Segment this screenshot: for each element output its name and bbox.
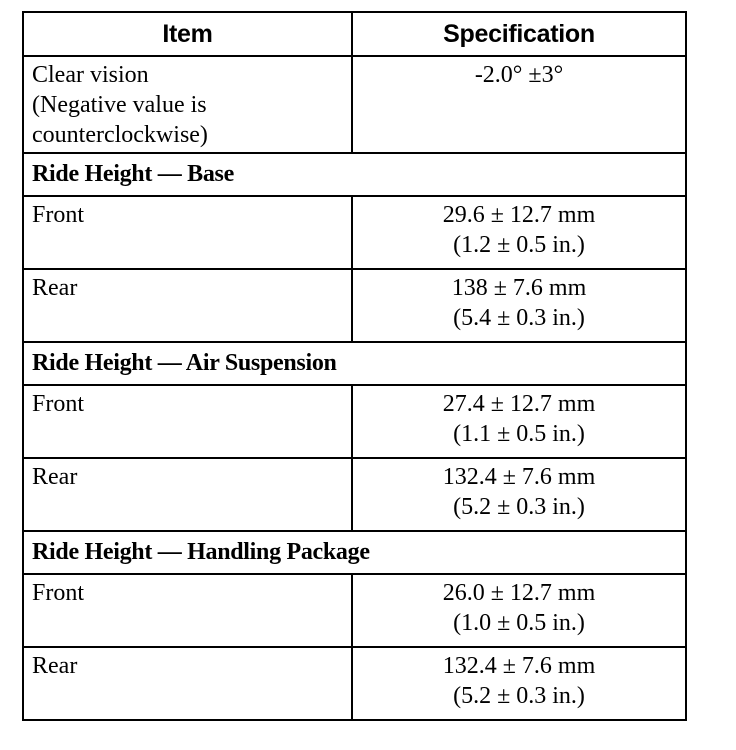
spec-value-in: (5.4 ± 0.3 in.) bbox=[453, 305, 585, 331]
section-row-air-suspension bbox=[23, 342, 686, 385]
table-row bbox=[23, 458, 686, 531]
item-cell bbox=[23, 56, 352, 153]
spec-cell bbox=[352, 269, 686, 342]
spec-value-mm: 138 ± 7.6 mm bbox=[451, 275, 587, 301]
section-title: Ride Height — Handling Package bbox=[23, 531, 686, 574]
spec-cell bbox=[352, 574, 686, 647]
table-row bbox=[23, 196, 686, 269]
table-row-clear-vision bbox=[23, 56, 686, 153]
section-row-handling-package bbox=[23, 531, 686, 574]
spec-cell bbox=[352, 385, 686, 458]
item-cell: Rear bbox=[23, 647, 352, 720]
spec-value-in: (5.2 ± 0.3 in.) bbox=[453, 683, 585, 709]
section-row-base bbox=[23, 153, 686, 196]
item-cell: Front bbox=[23, 196, 352, 269]
table-row bbox=[23, 574, 686, 647]
spec-cell bbox=[352, 196, 686, 269]
header-row bbox=[23, 12, 686, 56]
table-row bbox=[23, 647, 686, 720]
specification-table bbox=[22, 11, 687, 721]
item-cell: Rear bbox=[23, 269, 352, 342]
item-cell: Front bbox=[23, 574, 352, 647]
item-label-line: counterclockwise) bbox=[32, 122, 208, 148]
spec-value: -2.0° ±3° bbox=[474, 62, 564, 88]
spec-value-mm: 26.0 ± 12.7 mm bbox=[442, 580, 596, 606]
spec-value-in: (1.0 ± 0.5 in.) bbox=[453, 610, 585, 636]
header-item: Item bbox=[23, 12, 352, 56]
section-title: Ride Height — Base bbox=[23, 153, 686, 196]
spec-value-mm: 132.4 ± 7.6 mm bbox=[442, 653, 596, 679]
header-specification: Specification bbox=[352, 12, 686, 56]
spec-value-in: (1.2 ± 0.5 in.) bbox=[453, 232, 585, 258]
table-row bbox=[23, 385, 686, 458]
spec-value-in: (1.1 ± 0.5 in.) bbox=[453, 421, 585, 447]
spec-value-mm: 29.6 ± 12.7 mm bbox=[442, 202, 596, 228]
item-cell: Front bbox=[23, 385, 352, 458]
spec-cell bbox=[352, 458, 686, 531]
spec-cell bbox=[352, 56, 686, 153]
item-cell: Rear bbox=[23, 458, 352, 531]
spec-value-in: (5.2 ± 0.3 in.) bbox=[453, 494, 585, 520]
item-label-line: Clear vision bbox=[32, 62, 149, 88]
spec-value-mm: 132.4 ± 7.6 mm bbox=[442, 464, 596, 490]
item-label-line: (Negative value is bbox=[32, 92, 207, 118]
spec-value-mm: 27.4 ± 12.7 mm bbox=[442, 391, 596, 417]
spec-cell bbox=[352, 647, 686, 720]
section-title: Ride Height — Air Suspension bbox=[23, 342, 686, 385]
table-row bbox=[23, 269, 686, 342]
